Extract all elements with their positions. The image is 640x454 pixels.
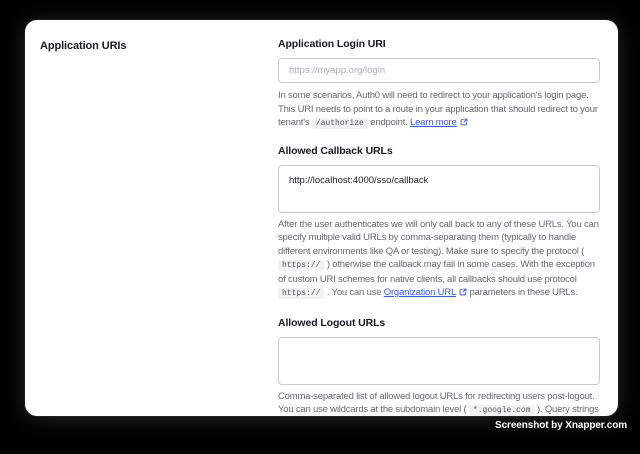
watermark: Screenshot by Xnapper.com (495, 420, 627, 431)
inline-code: /authorize (312, 118, 368, 129)
external-link-icon (459, 288, 467, 296)
inline-code: https:// (278, 288, 324, 299)
logout-urls-label: Allowed Logout URLs (278, 316, 386, 329)
callback-urls-group (278, 145, 600, 301)
login-uri-help: In some scenarios, Auth0 will need to redirect to your application's login page. This URI needs to point to a route in your application that should redirect to your tenant's /authorize endpoint. Learn more (278, 90, 598, 128)
organization-url-link[interactable] (384, 287, 467, 298)
link-label: Organization URL (383, 287, 457, 298)
inline-code: https:// (278, 260, 324, 271)
callback-urls-help: After the user authenticates we will only call back to any of these URLs. You can specify multiple valid URLs by comma-separating them (typically to handle different environments like QA or testing). Make sure to specify the protocol ( https:// ) otherwise the callback may fail in some cases. With the exception of custom URI schemes for native clients, all callbacks should use protocol https:// . You can use Organization URL parameters in these URLs. (278, 218, 599, 298)
logout-urls-help: Comma-separated list of allowed logout URLs for redirecting users post-logout. You can use wildcards at the subdomain level ( *.google.com ). Query strings (278, 390, 599, 415)
login-uri-input[interactable] (278, 58, 600, 83)
section-title: Application URIs (40, 40, 127, 52)
link-label: Learn more (410, 117, 457, 128)
login-uri-label: Application Login URI (278, 38, 386, 50)
settings-card (25, 20, 618, 416)
learn-more-link[interactable] (410, 117, 468, 128)
callback-urls-textarea[interactable] (278, 165, 600, 213)
login-uri-group (278, 38, 600, 131)
form-column (278, 38, 600, 416)
section-title-column (40, 38, 278, 52)
application-uris-section (40, 38, 600, 416)
logout-urls-textarea[interactable] (278, 337, 600, 385)
logout-urls-group (278, 317, 600, 417)
callback-urls-label: Allowed Callback URLs (278, 144, 393, 157)
external-link-icon (460, 118, 468, 126)
inline-code: *.google.com (469, 405, 535, 416)
